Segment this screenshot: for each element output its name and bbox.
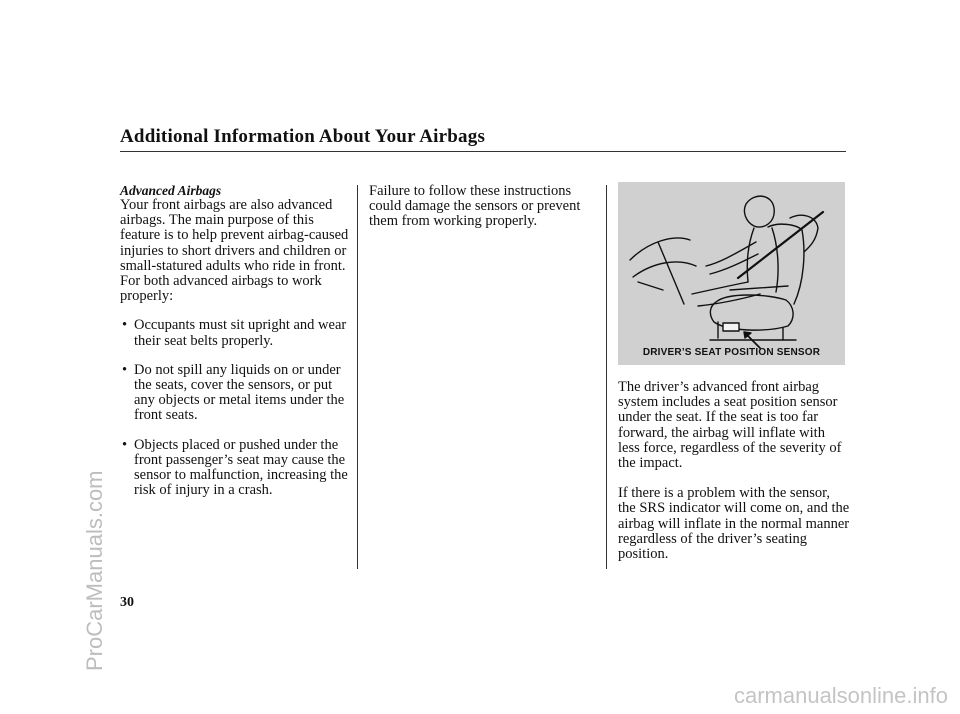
section-subhead: Advanced Airbags	[120, 183, 222, 198]
title-divider	[120, 151, 846, 152]
lead-paragraph: For both advanced airbags to work properly:	[120, 273, 322, 305]
list-item-text: Do not spill any liquids on or under the seats, cover the sensors, or put any objects or metal items under the front seats.	[134, 361, 345, 424]
list-item	[120, 438, 352, 499]
list-item	[120, 363, 352, 424]
bullet-icon: •	[122, 436, 128, 453]
requirements-list	[120, 318, 352, 498]
warning-paragraph: Failure to follow these instructions could damage the sensors or prevent them from working properly.	[369, 183, 581, 230]
column-divider-left	[357, 185, 358, 569]
seat-sensor-figure	[618, 182, 845, 365]
page-title: Additional Information About Your Airbags	[120, 126, 486, 147]
column-right	[618, 380, 850, 562]
column-left	[120, 184, 352, 512]
sensor-paragraph: The driver’s advanced front airbag system includes a seat position sensor under the seat. If the seat is too far forward, the airbag will inflate with less force, regardless of the severity of the impact.	[618, 379, 842, 472]
srs-paragraph: If there is a problem with the sensor, the SRS indicator will come on, and the airbag will inflate in the normal manner regardless of the driver’s seating position.	[618, 485, 850, 563]
seat-position-sensor-icon	[618, 182, 845, 365]
list-item-text: Objects placed or pushed under the front passenger’s seat may cause the sensor to malfunction, increasing the risk of injury in a crash.	[134, 436, 348, 499]
side-watermark: ProCarManuals.com	[82, 470, 107, 671]
bullet-icon: •	[122, 317, 128, 334]
list-item	[120, 318, 352, 348]
column-divider-right	[606, 185, 607, 569]
figure-caption: DRIVER’S SEAT POSITION SENSOR	[642, 347, 821, 358]
page-number: 30	[120, 595, 134, 610]
bottom-watermark: carmanualsonline.info	[733, 683, 948, 708]
bullet-icon: •	[122, 361, 128, 378]
list-item-text: Occupants must sit upright and wear their seat belts properly.	[134, 317, 347, 349]
intro-paragraph: Your front airbags are also advanced airbags. The main purpose of this feature is to help prevent airbag-caused injuries to short drivers and children or small-statured adults who ride in front.	[120, 197, 349, 274]
column-middle	[369, 184, 601, 230]
